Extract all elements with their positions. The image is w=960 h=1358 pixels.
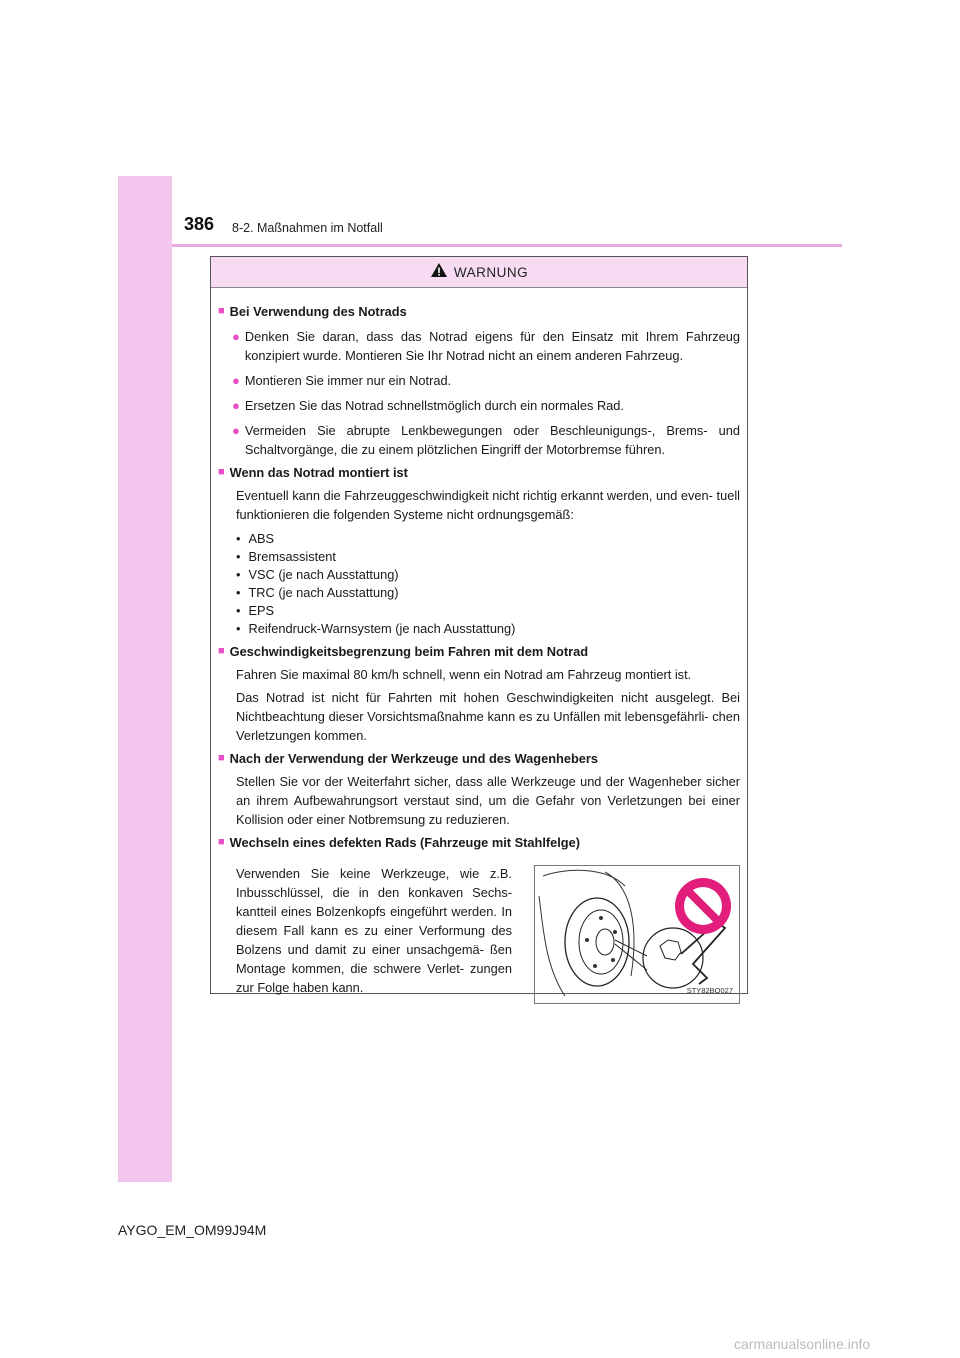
footer-code: AYGO_EM_OM99J94M [118,1222,267,1238]
section-heading: ■ Bei Verwendung des Notrads [218,304,407,319]
bullet-item: ● Montieren Sie immer nur ein Notrad. [232,373,452,388]
section-heading: ■ Wenn das Notrad montiert ist [218,465,408,480]
warning-triangle-icon [430,262,448,283]
section-heading: ■ Geschwindigkeitsbegrenzung beim Fahren mit dem Notrad [218,644,589,659]
list-item: • TRC (je nach Ausstattung) [236,585,399,600]
figure-row [218,864,740,1004]
section-title: 8-2. Maßnahmen im Notfall [232,221,383,235]
paragraph: Eventuell kann die Fahrzeuggeschwindigkeit nicht richtig erkannt werden, und even- tuell funktionieren die folgenden Systeme nicht ordnungsgemäß: [236,488,740,522]
paragraph: Das Notrad ist nicht für Fahrten mit hohen Geschwindigkeiten nicht ausgelegt. Bei Nichtbeachtung dieser Vorsichtsmaßnahme kann es zu Unfällen mit lebensgefährli- chen Verletzungen kommen. [236,690,740,743]
paragraph: Fahren Sie maximal 80 km/h schnell, wenn ein Notrad am Fahrzeug montiert ist. [236,667,692,682]
paragraph: Verwenden Sie keine Werkzeuge, wie z.B. Inbusschlüssel, die in den konkaven Sechs- kantteil eines Bolzenkopfs eingeführt werden. In diesem Fall kann es zu einer Verformung des Bolzens und damit zu einer unsachgemä- ßen Montage kommen, die schwere Verlet- zungen zur Folge haben kann. [236,866,512,995]
wheel-illustration [534,865,740,1004]
circle-bullet-icon: ● [232,423,240,438]
circle-bullet-icon: ● [232,398,240,413]
list-item: • Reifendruck-Warnsystem (je nach Ausstattung) [236,621,516,636]
list-item: • VSC (je nach Ausstattung) [236,567,399,582]
circle-bullet-icon: ● [232,329,240,344]
list-item: • Bremsassistent [236,549,336,564]
square-bullet-icon: ■ [218,305,225,317]
bullet-item: ● Vermeiden Sie abrupte Lenkbewegungen oder Beschleunigungs-, Brems- und Schaltvorgänge, die zu einem plötzlichen Eingriff der Motorbremse führen. [232,423,740,457]
square-bullet-icon: ■ [218,836,225,848]
header-rule [172,244,842,247]
paragraph: Stellen Sie vor der Weiterfahrt sicher, dass alle Werkzeuge und der Wagenheber sicher an ihrem Aufbewahrungsort verstaut sind, um die Gefahr von Verletzungen bei einer Kollision oder einer Notbremsung zu reduzieren. [236,774,740,827]
square-bullet-icon: ■ [218,466,225,478]
system-list [218,530,740,638]
side-tab-strip [118,176,172,1182]
bullet-item: ● Denken Sie daran, dass das Notrad eigens für den Einsatz mit Ihrem Fahrzeug konzipiert wurde. Montieren Sie Ihr Notrad nicht an einem anderen Fahrzeug. [232,329,740,363]
bullet-item: ● Ersetzen Sie das Notrad schnellstmöglich durch ein normales Rad. [232,398,624,413]
figure-code: STY82BO027 [686,986,733,995]
square-bullet-icon: ■ [218,752,225,764]
warning-title: WARNUNG [453,264,529,280]
section-heading: ■ Nach der Verwendung der Werkzeuge und des Wagenhebers [218,751,599,766]
watermark: carmanualsonline.info [734,1336,871,1352]
warning-header [211,257,747,288]
warning-body [211,288,747,1004]
list-item: • EPS [236,603,275,618]
square-bullet-icon: ■ [218,645,225,657]
list-item: • ABS [236,531,275,546]
page-number: 386 [184,214,215,234]
circle-bullet-icon: ● [232,373,240,388]
section-heading: ■ Wechseln eines defekten Rads (Fahrzeuge mit Stahlfelge) [218,835,581,850]
warning-box [210,256,748,994]
